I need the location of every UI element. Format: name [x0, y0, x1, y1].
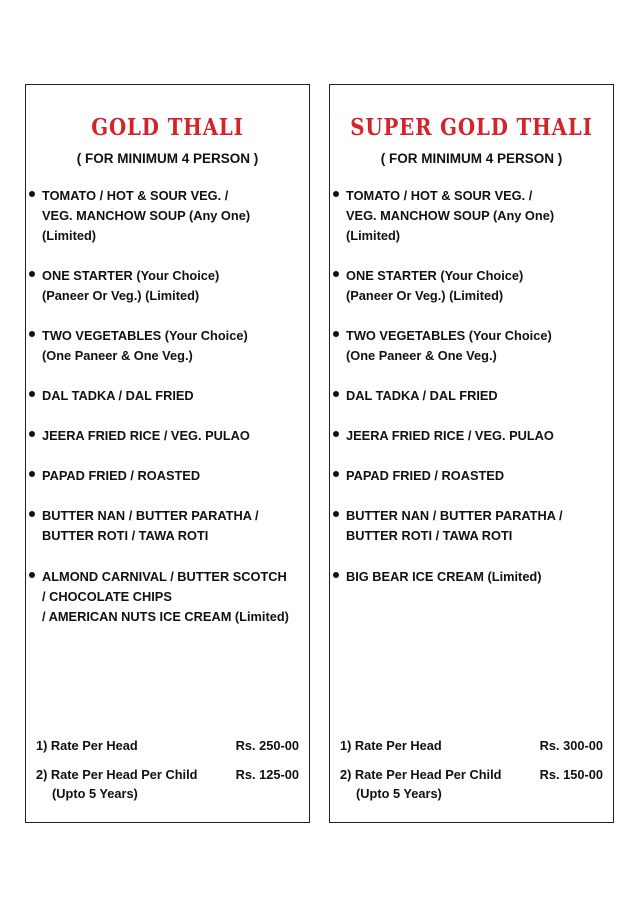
item-line: (One Paneer & One Veg.): [42, 348, 193, 363]
item-line: JEERA FRIED RICE / VEG. PULAO: [346, 428, 554, 443]
list-item: [29, 426, 307, 446]
bullet-icon: [333, 191, 339, 197]
item-line: (Paneer Or Veg.) (Limited): [346, 288, 504, 303]
card-title: GOLD THALI: [91, 114, 244, 141]
rate-label: 2) Rate Per Head Per Child: [36, 767, 198, 782]
item-line: ONE STARTER (Your Choice): [346, 268, 524, 283]
item-line: ONE STARTER (Your Choice): [42, 268, 220, 283]
rate-amount: Rs. 150-00: [539, 767, 603, 782]
item-line: VEG. MANCHOW SOUP (Any One): [346, 208, 555, 223]
bullet-icon: [29, 271, 35, 277]
item-line: BUTTER NAN / BUTTER PARATHA /: [346, 508, 563, 523]
item-line: VEG. MANCHOW SOUP (Any One): [42, 208, 251, 223]
bullet-icon: [333, 431, 339, 437]
card-title: SUPER GOLD THALI: [350, 114, 593, 141]
bullet-icon: [29, 391, 35, 397]
item-line: TWO VEGETABLES (Your Choice): [42, 328, 248, 343]
item-line: PAPAD FRIED / ROASTED: [42, 468, 201, 483]
bullet-icon: [29, 331, 35, 337]
bullet-icon: [333, 271, 339, 277]
gold-thali-card: [25, 84, 310, 823]
item-line: (One Paneer & One Veg.): [346, 348, 497, 363]
card-subtitle: ( FOR MINIMUM 4 PERSON ): [380, 151, 563, 166]
item-line: (Paneer Or Veg.) (Limited): [42, 288, 200, 303]
item-line: TOMATO / HOT & SOUR VEG. /: [42, 188, 229, 203]
item-line: TWO VEGETABLES (Your Choice): [346, 328, 552, 343]
bullet-icon: [333, 572, 339, 578]
rate-note: (Upto 5 Years): [356, 786, 442, 801]
rate-amount: Rs. 300-00: [539, 738, 603, 753]
bullet-icon: [333, 511, 339, 517]
bullet-icon: [29, 471, 35, 477]
item-line: JEERA FRIED RICE / VEG. PULAO: [42, 428, 250, 443]
item-line: DAL TADKA / DAL FRIED: [346, 388, 498, 403]
list-item: [29, 186, 307, 246]
item-line: DAL TADKA / DAL FRIED: [42, 388, 194, 403]
list-item: [333, 386, 611, 406]
list-item: [29, 326, 307, 366]
item-line: BUTTER ROTI / TAWA ROTI: [346, 528, 513, 543]
rate-label: 1) Rate Per Head: [340, 738, 442, 753]
item-line: / CHOCOLATE CHIPS: [42, 589, 172, 604]
item-line: BUTTER NAN / BUTTER PARATHA /: [42, 508, 259, 523]
rate-amount: Rs. 125-00: [235, 767, 299, 782]
rate-label: 1) Rate Per Head: [36, 738, 138, 753]
list-item: [29, 466, 307, 486]
bullet-icon: [29, 191, 35, 197]
list-item: [333, 567, 611, 587]
rate-amount: Rs. 250-00: [235, 738, 299, 753]
bullet-icon: [333, 331, 339, 337]
item-line: (Limited): [346, 228, 401, 243]
item-line: PAPAD FRIED / ROASTED: [346, 468, 505, 483]
card-subtitle: ( FOR MINIMUM 4 PERSON ): [76, 151, 259, 166]
list-item: [333, 506, 611, 546]
list-item: [333, 266, 611, 306]
rate-label: 2) Rate Per Head Per Child: [340, 767, 502, 782]
list-item: [29, 567, 307, 627]
rate-note: (Upto 5 Years): [52, 786, 138, 801]
item-line: (Limited): [42, 228, 97, 243]
list-item: [333, 466, 611, 486]
bullet-icon: [29, 572, 35, 578]
list-item: [29, 506, 307, 546]
item-line: ALMOND CARNIVAL / BUTTER SCOTCH: [42, 569, 287, 584]
bullet-icon: [333, 391, 339, 397]
list-item: [29, 386, 307, 406]
item-line: BIG BEAR ICE CREAM (Limited): [346, 569, 542, 584]
list-item: [333, 186, 611, 246]
bullet-icon: [29, 511, 35, 517]
list-item: [29, 266, 307, 306]
list-item: [333, 426, 611, 446]
super-gold-thali-card: [329, 84, 614, 823]
item-line: BUTTER ROTI / TAWA ROTI: [42, 528, 209, 543]
item-line: TOMATO / HOT & SOUR VEG. /: [346, 188, 533, 203]
bullet-icon: [333, 471, 339, 477]
item-line: / AMERICAN NUTS ICE CREAM (Limited): [42, 609, 289, 624]
bullet-icon: [29, 431, 35, 437]
list-item: [333, 326, 611, 366]
